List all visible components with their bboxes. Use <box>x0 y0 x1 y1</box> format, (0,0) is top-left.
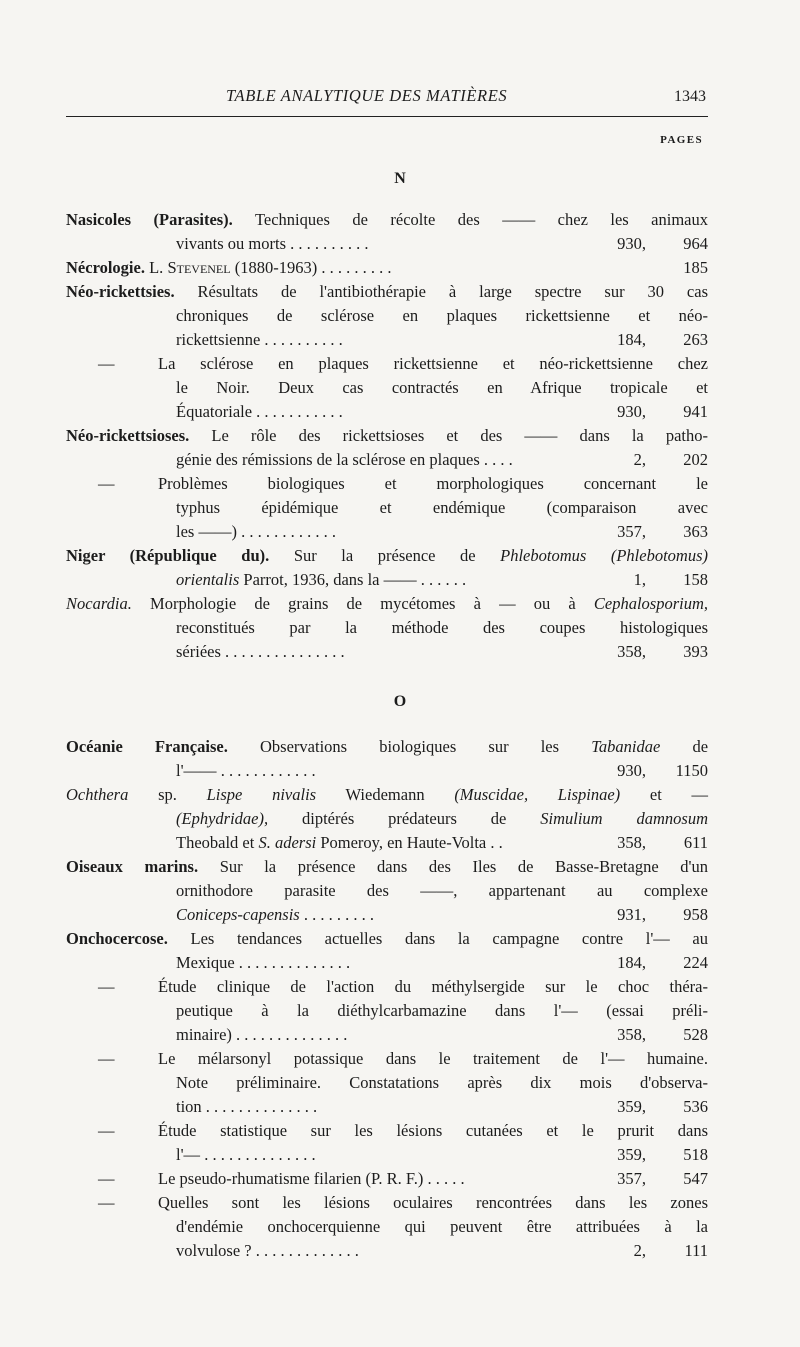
entry-nocardia-line3: sériées . . . . . . . . . . . . . . . 358, 393 <box>176 640 708 664</box>
page-target: 528 <box>683 1025 708 1044</box>
page-ref: 931, <box>617 905 646 924</box>
page-ref: 930, <box>617 761 646 780</box>
sub-entry-line3: minaire) . . . . . . . . . . . . . . 358, 528 <box>176 1023 708 1047</box>
entry-key: Onchocercose. <box>66 929 168 948</box>
page-target: 958 <box>683 905 708 924</box>
page-ref: 2, <box>633 450 646 469</box>
sub-entry-line1: Étude statistique sur les lésions cutanées et le prurit dans <box>158 1121 708 1140</box>
page-target: 393 <box>683 642 708 661</box>
sub-entry-dash: — <box>98 1193 115 1212</box>
page-target: 224 <box>683 953 708 972</box>
page-ref: 930, <box>617 234 646 253</box>
entry-ochthera-line2: (Ephydridae), diptérés prédateurs de Simulium damnosum <box>176 809 708 828</box>
entry-niger-line2: orientalis Parrot, 1936, dans la —— . . . . . . 1, 158 <box>176 568 708 592</box>
entry-ochthera-line3: Theobald et S. adersi Pomeroy, en Haute-Volta . . 358, 611 <box>176 831 708 855</box>
page-target: 964 <box>683 234 708 253</box>
page-ref: 357, <box>617 1169 646 1188</box>
sub-entry-line2: peutique à la diéthylcarbamazine dans l'— (essai préli- <box>176 1001 708 1020</box>
entry-nasicoles-line1: Nasicoles (Parasites). Techniques de récolte des —— chez les animaux <box>66 210 708 229</box>
person-name: Stevenel <box>167 258 231 277</box>
page-ref: 358, <box>617 833 646 852</box>
sub-entry-line1: Problèmes biologiques et morphologiques concernant le <box>158 474 708 493</box>
page-target: 547 <box>683 1169 708 1188</box>
page-ref: 184, <box>617 330 646 349</box>
page-ref: 184, <box>617 953 646 972</box>
sub-entry-line3: les ——) . . . . . . . . . . . . 357, 363 <box>176 520 708 544</box>
page-ref: 358, <box>617 1025 646 1044</box>
header-rule <box>66 116 708 117</box>
entry-onchocercose-line1: Onchocercose. Les tendances actuelles dans la campagne contre l'— au <box>66 929 708 948</box>
sub-entry-line3: tion . . . . . . . . . . . . . . 359, 536 <box>176 1095 708 1119</box>
section-letter-o: O <box>393 693 407 710</box>
page-target: 363 <box>683 522 708 541</box>
pages-column-label: PAGES <box>660 134 703 146</box>
sub-entry-line1: Le pseudo-rhumatisme filarien (P. R. F.) . . . . . 357, 547 <box>158 1167 708 1191</box>
page-target: 202 <box>683 450 708 469</box>
entry-key: Oiseaux marins. <box>66 857 199 876</box>
header-title: TABLE ANALYTIQUE DES MATIÈRES <box>226 86 508 105</box>
page-ref: 930, <box>617 402 646 421</box>
page-ref: 358, <box>617 642 646 661</box>
entry-ochthera-line1: Ochthera sp. Lispe nivalis Wiedemann (Muscidae, Lispinae) et — <box>66 785 709 804</box>
sub-entry-dash: — <box>98 354 115 373</box>
sub-entry-line1: Le mélarsonyl potassique dans le traitement de l'— humaine. <box>158 1049 708 1068</box>
sub-entry-dash: — <box>98 1121 115 1140</box>
page-target: 611 <box>683 833 708 852</box>
page-target: 518 <box>683 1145 708 1164</box>
sub-entry-line1: La sclérose en plaques rickettsienne et néo-rickettsienne chez <box>158 354 708 373</box>
sub-entry-dash: — <box>98 474 115 493</box>
entry-nocardia-line2: reconstitués par la méthode des coupes histologiques <box>176 618 708 637</box>
page-ref: 359, <box>617 1145 646 1164</box>
sub-entry-line2: typhus épidémique et endémique (comparaison avec <box>176 498 708 517</box>
sub-entry-line3: volvulose ? . . . . . . . . . . . . . 2, 111 <box>176 1239 708 1263</box>
page-ref: 359, <box>617 1097 646 1116</box>
entry-oceanie-line2: l'—— . . . . . . . . . . . . 930, 1150 <box>176 759 708 783</box>
sub-entry-line2: d'endémie onchocerquienne qui peuvent être attribuées à la <box>176 1217 708 1236</box>
sub-entry-dash: — <box>98 1049 115 1068</box>
entry-neo-rickettsies-line2: chroniques de sclérose en plaques rickettsienne et néo- <box>176 306 708 325</box>
entry-nocardia-line1: Nocardia. Morphologie de grains de mycétomes à — ou à Cephalosporium, <box>66 594 709 613</box>
entry-neo-rickettsioses-line2: génie des rémissions de la sclérose en plaques . . . . 2, 202 <box>176 448 708 472</box>
sub-entry-line1: Étude clinique de l'action du méthylsergide sur le choc théra- <box>158 977 708 996</box>
page-ref: 357, <box>617 522 646 541</box>
page-target: 158 <box>683 570 708 589</box>
entry-onchocercose-line2: Mexique . . . . . . . . . . . . . . 184, 224 <box>176 951 708 975</box>
page-target: 263 <box>683 330 708 349</box>
entry-key: Nocardia. <box>66 594 132 613</box>
page-target: 111 <box>684 1241 708 1260</box>
entry-oiseaux-line3: Coniceps-capensis . . . . . . . . . 931, 958 <box>176 903 708 927</box>
entry-oiseaux-line2: ornithodore parasite des ——, appartenant au complexe <box>176 881 708 900</box>
sub-entry-line1: Quelles sont les lésions oculaires rencontrées dans les zones <box>158 1193 708 1212</box>
sub-entry-dash: — <box>98 1169 115 1188</box>
sub-entry-line2: Note préliminaire. Constatations après dix mois d'observa- <box>176 1073 708 1092</box>
entry-neo-rickettsies-line3: rickettsienne . . . . . . . . . . 184, 263 <box>176 328 708 352</box>
entry-key: Néo-rickettsies. <box>66 282 175 301</box>
entry-key: Océanie Française. <box>66 737 228 756</box>
entry-oceanie-line1: Océanie Française. Observations biologiques sur les Tabanidae de <box>66 737 709 756</box>
entry-necrologie: Nécrologie. L. Stevenel (1880-1963) . . . . . . . . . 185 <box>66 256 708 280</box>
section-letter-n: N <box>394 170 406 187</box>
sub-entry-line3: Équatoriale . . . . . . . . . . . 930, 941 <box>176 400 708 424</box>
entry-neo-rickettsies-line1: Néo-rickettsies. Résultats de l'antibiothérapie à large spectre sur 30 cas <box>66 282 709 301</box>
page-ref: 2, <box>633 1241 646 1260</box>
entry-oiseaux-line1: Oiseaux marins. Sur la présence dans des Iles de Basse-Bretagne d'un <box>66 857 708 876</box>
sub-entry-line2: le Noir. Deux cas contractés en Afrique tropicale et <box>176 378 708 397</box>
entry-key: Néo-rickettsioses. <box>66 426 190 445</box>
sub-entry-dash: — <box>98 977 115 996</box>
page-target: 941 <box>683 402 708 421</box>
entry-key: Ochthera <box>66 785 129 804</box>
entry-key: Nasicoles (Parasites). <box>66 210 233 229</box>
entry-key: Nécrologie. <box>66 258 145 277</box>
entry-nasicoles-line2: vivants ou morts . . . . . . . . . . 930, 964 <box>176 232 708 256</box>
entry-niger-line1: Niger (République du). Sur la présence de Phlebotomus (Phlebotomus) <box>66 546 708 565</box>
page-number: 1343 <box>674 88 706 105</box>
page-ref: 1, <box>633 570 646 589</box>
running-header <box>66 86 706 110</box>
entry-neo-rickettsioses-line1: Néo-rickettsioses. Le rôle des rickettsioses et des —— dans la patho- <box>66 426 708 445</box>
page-target: 185 <box>683 258 708 277</box>
sub-entry-line2: l'— . . . . . . . . . . . . . . 359, 518 <box>176 1143 708 1167</box>
page-target: 1150 <box>675 761 708 780</box>
entry-key: Niger (République du). <box>66 546 270 565</box>
page-target: 536 <box>683 1097 708 1116</box>
